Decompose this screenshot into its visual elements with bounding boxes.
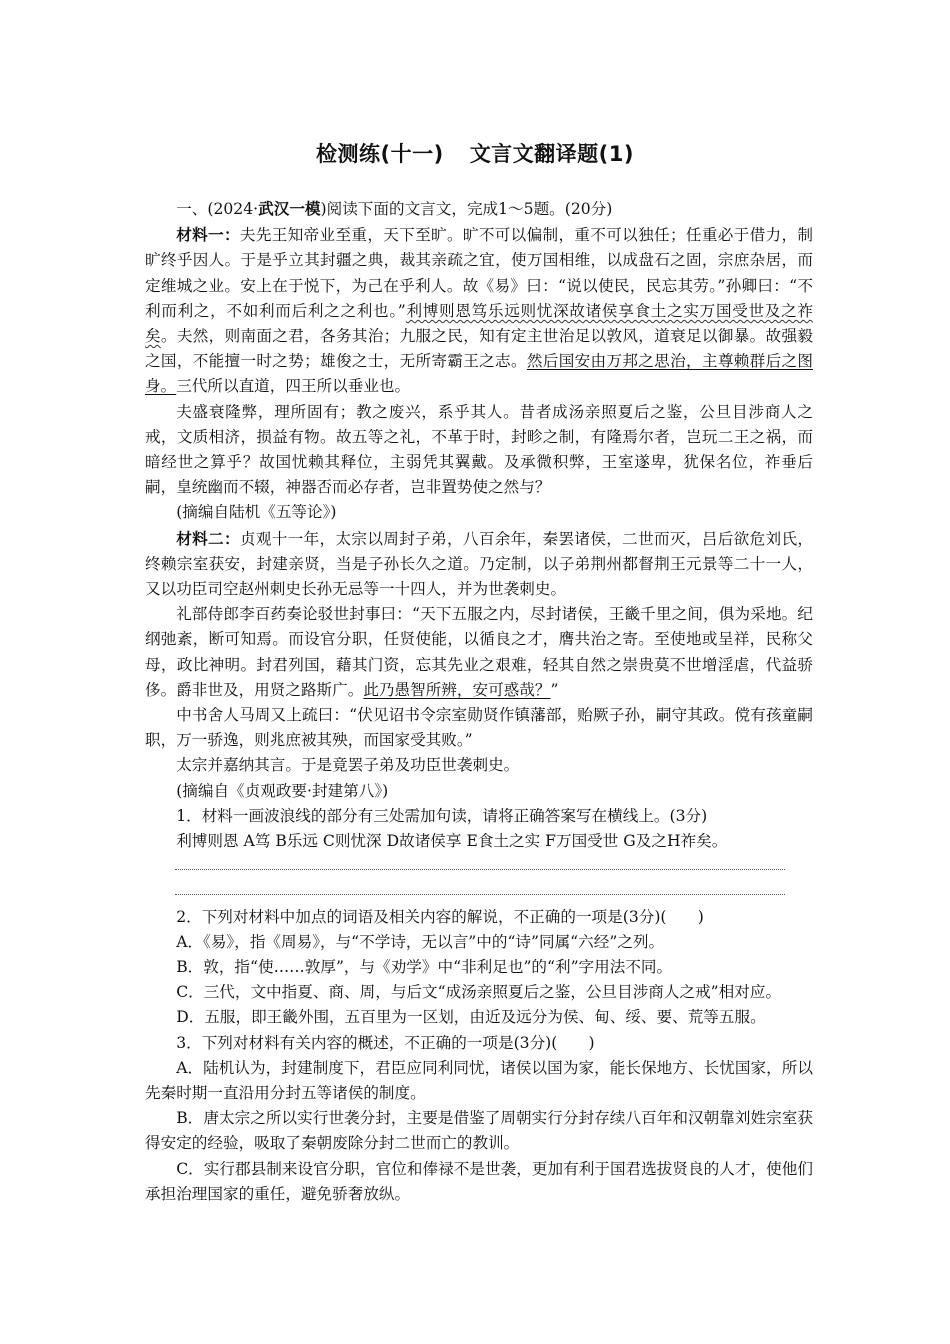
- material2-paragraph4: 太宗并嘉纳其言。于是竟罢子弟及功臣世袭刺史。: [176, 756, 520, 775]
- question2-option-a: A．《易》，指《周易》，与“不学诗，无以言”中的“诗”同属“六经”之列。: [176, 932, 665, 951]
- material2-paragraph1: 材料二：贞观十一年，太宗以周封子弟，八百余年，秦罢诸侯，二世而灭，吕后欲危刘氏，终赖宗室获安，封建亲贤，当是子孙长久之道。乃定制，以子弟荆州都督荆王元景等二十一人，又以功臣司空赵州刺史长孙无忌等一十四人，并为世袭刺史。: [145, 528, 813, 599]
- wavy-passage: 利博则恩笃乐远则忧深故诸侯享食土之实万国受世及之祚矣: [145, 301, 813, 346]
- material1-label: 材料一：: [176, 225, 240, 245]
- question3-option-b: B．唐太宗之所以实行世袭分封，主要是借鉴了周朝实行分封存续八百年和汉朝靠刘姓宗室获得安定的经验，吸取了秦朝废除分封二世而亡的教训。: [145, 1109, 813, 1153]
- material2-source: (摘编自《贞观政要·封建第八》): [176, 781, 389, 800]
- question1-stem: 1．材料一画波浪线的部分有三处需加句读，请将正确答案写在横线上。(3分): [176, 806, 708, 825]
- title-part1: 检测练(十一): [315, 142, 444, 166]
- underlined-sentence-1: 然后国安由万邦之思治，主尊赖群后之图身。: [145, 352, 813, 396]
- question2-stem: 2．下列对材料中加点的词语及相关内容的解说，不正确的一项是(3分)( ): [176, 907, 704, 926]
- question1-options: 利博则恩 A笃 B乐远 C则忧深 D故诸侯享 E食土之实 F万国受世 G及之H祚矣。: [176, 832, 728, 851]
- question2-option-d: D．五服，即王畿外围，五百里为一区划，由近及远分为侯、甸、绥、要、荒等五服。: [176, 1008, 766, 1027]
- title-part2: 文言文翻译题(1): [469, 142, 634, 166]
- answer-line-2[interactable]: [145, 879, 813, 904]
- question2-option-c: C．三代，文中指夏、商、周，与后文“成汤亲照夏后之鉴，公旦目涉商人之戒”相对应。: [176, 983, 782, 1002]
- material1-paragraph2: 夫盛衰隆弊，理所固有；教之废兴，系乎其人。昔者成汤亲照夏后之鉴，公旦目涉商人之戒，文质相济，损益有物。故五等之礼，不革于时，封畛之制，有隆焉尔者，岂玩二王之祸，而暗经世之算乎？故国忧赖其释位，主弱凭其翼戴。及承微积弊，王室遂卑，犹保名位，祚垂后嗣，皇统幽而不辍，神器否而必存者，岂非置势使之然与？: [145, 402, 813, 497]
- question2-option-b: B．敦，指“使……敦厚”，与《劝学》中“非利足也”的“利”字用法不同。: [176, 958, 673, 977]
- question3-option-c: C．实行郡县制来设官分职，官位和俸禄不是世袭，更加有利于国君选拔贤良的人才，使他们承担治理国家的重任，避免骄奢放纵。: [145, 1159, 813, 1203]
- material1-source: (摘编自陆机《五等论》): [176, 503, 337, 522]
- material1-paragraph1: 材料一：夫先王知帝业至重，天下至旷。旷不可以偏制，重不可以独任；任重必于借力，制旷终乎因人。于是乎立其封疆之典，裁其亲疏之宜，使万国相维，以成盘石之固，宗庶杂居，而定维城之业。安上在于悦下，为己在乎利人。故《易》曰：“说以使民，民忘其劳。”孙卿曰：“不利而利之，不如利而后利之之利也。”利博则恩笃乐远则忧深故诸侯享食土之实万国受世及之祚矣。夫然，则南面之君，各务其治；九服之民，知有定主世治足以敦风，道衰足以御暴。故强毅之国，不能擅一时之势；雄俊之士，无所寄霸王之志。然后国安由万邦之思治，主尊赖群后之图身。三代所以直道，四王所以垂业也。: [145, 225, 813, 396]
- material2-paragraph3: 中书舍人马周又上疏曰：“伏见诏书令宗室勋贤作镇藩部，贻厥子孙，嗣守其政。傥有孩童嗣职，万一骄逸，则兆庶被其殃，而国家受其败。”: [145, 706, 813, 750]
- document-body: [145, 196, 813, 1207]
- answer-line-1[interactable]: [145, 854, 813, 879]
- question-intro: 一、(2024·武汉一模)阅读下面的文言文，完成1～5题。(20分): [176, 199, 613, 218]
- material2-paragraph2: 礼部侍郎李百药奏论驳世封事曰：“天下五服之内，尽封诸侯，王畿千里之间，俱为采地。纪纲弛紊，断可知焉。而设官分职，任贤使能，以循良之才，膺共治之寄。至使地或呈祥，民称父母，政比神明。封君列国，藉其门资，忘其先业之艰难，轻其自然之崇贵莫不世增淫虐，代益骄侈。爵非世及，用贤之路斯广。此乃愚智所辨，安可惑哉？”: [145, 605, 813, 699]
- question3-option-a: A．陆机认为，封建制度下，君臣应同利同忧，诸侯以国为家，能长保地方、长忧国家，所以先秦时期一直沿用分封五等诸侯的制度。: [145, 1058, 813, 1103]
- material2-label: 材料二：: [176, 528, 240, 548]
- page-title: [0, 138, 950, 168]
- question3-stem: 3．下列对材料有关内容的概述，不正确的一项是(3分)( ): [176, 1033, 595, 1052]
- underlined-sentence-2: 此乃愚智所辨，安可惑哉？: [363, 680, 551, 699]
